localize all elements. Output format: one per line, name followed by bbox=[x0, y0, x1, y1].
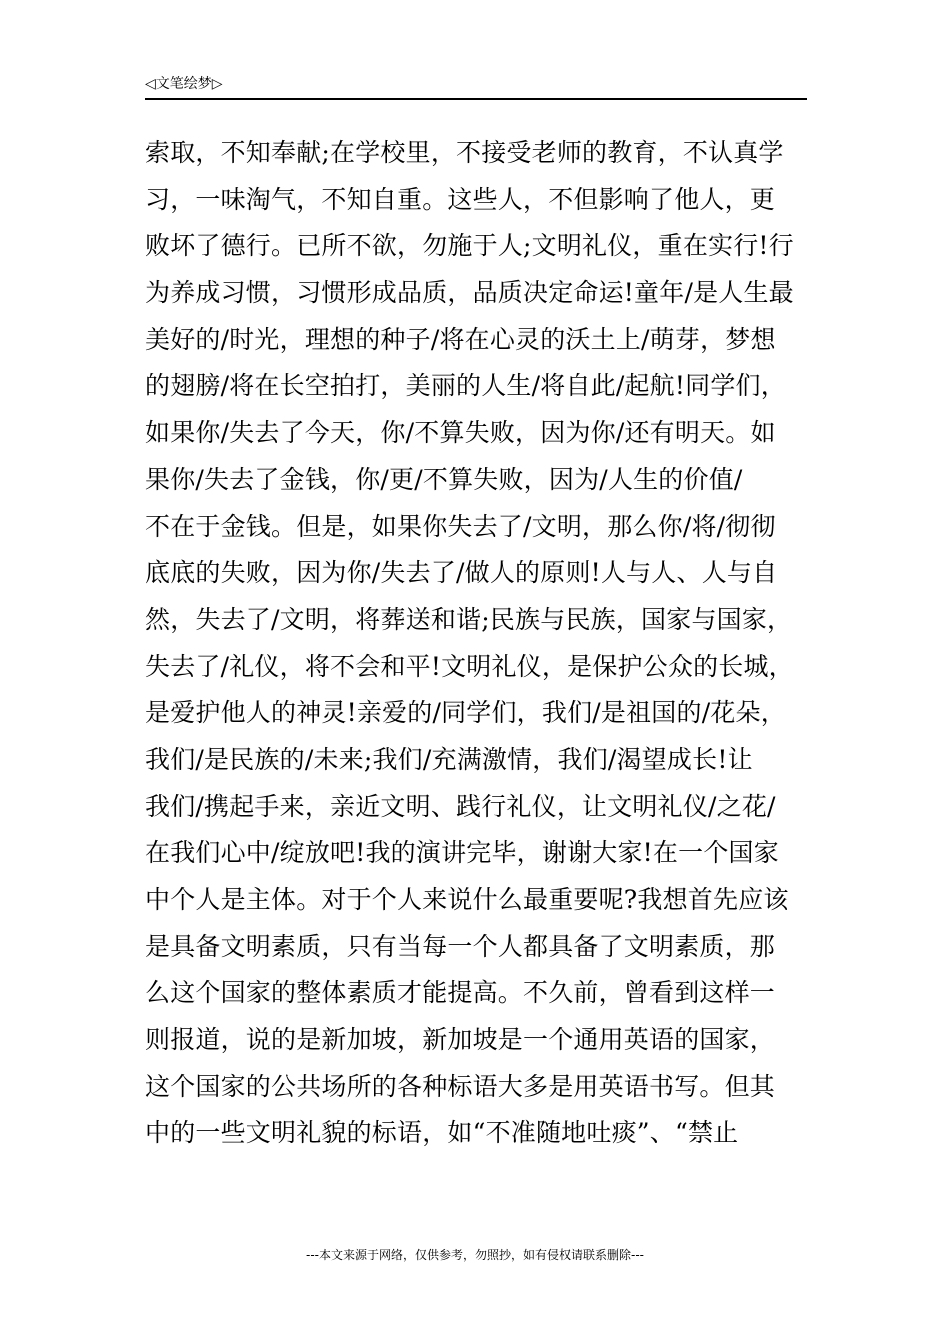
body-text bbox=[145, 130, 815, 1157]
text-line: 我们/携起手来，亲近文明、践行礼仪，让文明礼仪/之花/ bbox=[145, 791, 776, 821]
text-line: 中个人是主体。对于个人来说什么最重要呢?我想首先应该 bbox=[145, 885, 789, 914]
text-line: 中的一些文明礼貌的标语，如“不准随地吐痰”、“禁止 bbox=[145, 1118, 739, 1148]
text-line: 在我们心中/绽放吧!我的演讲完毕，谢谢大家!在一个国家 bbox=[145, 838, 779, 868]
text-line: 这个国家的公共场所的各种标语大多是用英语书写。但其 bbox=[145, 1071, 776, 1101]
footer-disclaimer: ---本文来源于网络，仅供参考，勿照抄，如有侵权请联系删除--- bbox=[306, 1248, 644, 1262]
text-line: 习，一味淘气，不知自重。这些人，不但影响了他人，更 bbox=[145, 184, 776, 214]
page-header bbox=[145, 74, 807, 100]
text-line: 是具备文明素质，只有当每一个人都具备了文明素质，那 bbox=[145, 931, 776, 961]
text-line: 的翅膀/将在长空拍打，美丽的人生/将自此/起航!同学们， bbox=[145, 371, 786, 401]
text-line: 美好的/时光，理想的种子/将在心灵的沃土上/萌芽，梦想 bbox=[145, 324, 776, 354]
text-line: 则报道，说的是新加坡，新加坡是一个通用英语的国家， bbox=[145, 1025, 776, 1055]
text-line: 不在于金钱。但是，如果你失去了/文明，那么你/将/彻彻 bbox=[145, 511, 776, 541]
text-line: 然，失去了/文明，将葬送和谐;民族与民族，国家与国家， bbox=[145, 604, 793, 634]
text-line: 为养成习惯，习惯形成品质，品质决定命运!童年/是人生最 bbox=[145, 278, 794, 308]
text-line: 我们/是民族的/未来;我们/充满激情，我们/渴望成长!让 bbox=[145, 744, 753, 774]
text-line: 是爱护他人的神灵!亲爱的/同学们，我们/是祖国的/花朵， bbox=[145, 698, 786, 728]
text-line: 果你/失去了金钱，你/更/不算失败，因为/人生的价值/ bbox=[145, 464, 743, 494]
text-line: 么这个国家的整体素质才能提高。不久前，曾看到这样一 bbox=[145, 978, 776, 1008]
text-line: 如果你/失去了今天，你/不算失败，因为你/还有明天。如 bbox=[145, 418, 776, 448]
text-line: 底底的失败，因为你/失去了/做人的原则!人与人、人与自 bbox=[145, 558, 778, 588]
text-line: 索取，不知奉献;在学校里，不接受老师的教育，不认真学 bbox=[145, 138, 784, 167]
text-line: 败坏了德行。已所不欲，勿施于人;文明礼仪，重在实行!行 bbox=[145, 231, 794, 261]
text-line: 失去了/礼仪，将不会和平!文明礼仪，是保护公众的长城， bbox=[145, 651, 794, 681]
header-title: ◁文笔绘梦▷ bbox=[145, 76, 223, 92]
